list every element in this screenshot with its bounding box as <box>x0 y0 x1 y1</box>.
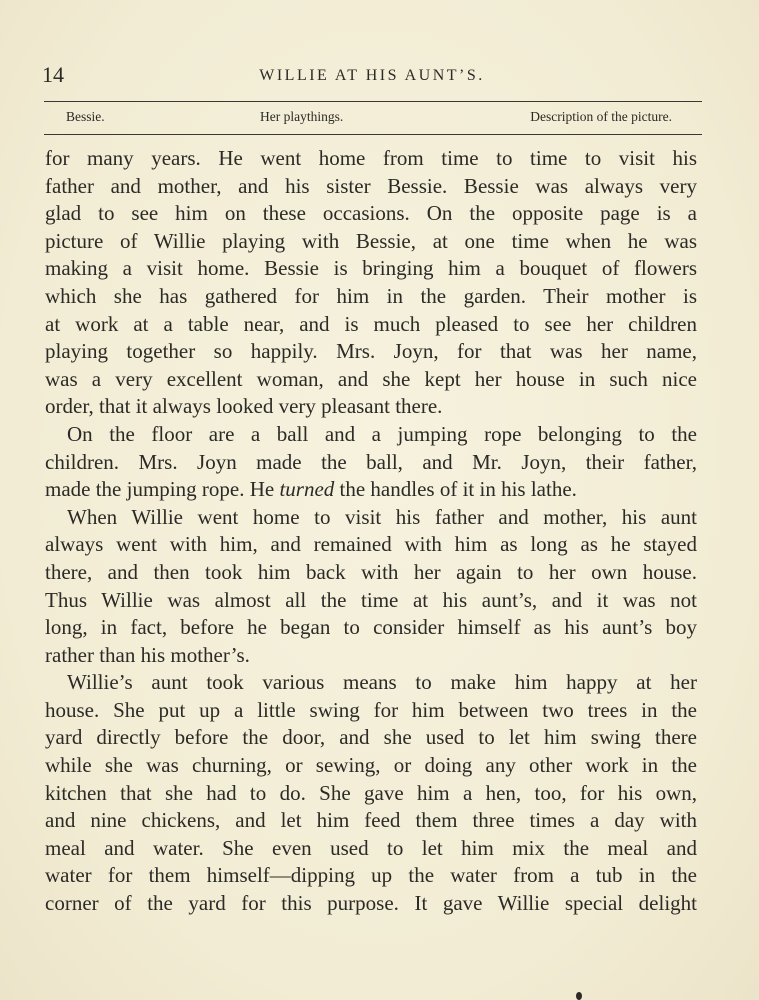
ink-spot <box>576 992 582 1000</box>
text-line: When Willie went home to visit his father and mother, his aunt <box>67 504 697 529</box>
text-line: glad to see him on these occasions. On the opposite page is a <box>45 201 697 226</box>
text-line: corner of the yard for this purpose. It gave Willie special delight <box>45 891 697 916</box>
topic-heading: Description of the picture. <box>530 109 672 124</box>
text-line: water for them himself—dipping up the water from a tub in the <box>45 863 697 888</box>
text-line: Thus Willie was almost all the time at his aunt’s, and it was not <box>45 587 697 612</box>
text-line: meal and water. She even used to let him mix the meal and <box>45 835 697 860</box>
body-text <box>45 145 697 918</box>
text-line: while she was churning, or sewing, or doing any other work in the <box>45 753 697 778</box>
text-line: and nine chickens, and let him feed them three times a day with <box>45 808 697 833</box>
topic-headings <box>66 109 672 129</box>
text-line: there, and then took him back with her again to her own house. <box>45 559 697 584</box>
text-line: was a very excellent woman, and she kept her house in such nice <box>45 366 697 391</box>
text-line-with-italic <box>45 476 697 504</box>
text-line: house. She put up a little swing for him between two trees in the <box>45 697 697 722</box>
topic-heading: Her playthings. <box>260 109 344 124</box>
running-title: WILLIE AT HIS AUNT’S. <box>259 67 485 84</box>
text-line: kitchen that she had to do. She gave him a hen, too, for his own, <box>45 780 697 805</box>
text-line: yard directly before the door, and she used to let him swing there <box>45 725 697 750</box>
text-line: playing together so happily. Mrs. Joyn, for that was her name, <box>45 339 697 364</box>
bottom-rule <box>44 134 702 135</box>
text-line: children. Mrs. Joyn made the ball, and Mr. Joyn, their father, <box>45 449 697 474</box>
top-rule <box>44 101 702 102</box>
text-segment: He <box>249 477 280 502</box>
text-line: making a visit home. Bessie is bringing him a bouquet of flowers <box>45 256 697 281</box>
text-line: which she has gathered for him in the garden. Their mother is <box>45 283 697 308</box>
page-number: 14 <box>42 62 64 87</box>
text-line: always went with him, and remained with him as long as he stayed <box>45 532 697 557</box>
topic-heading: Bessie. <box>66 109 105 124</box>
italic-word: turned <box>279 477 335 502</box>
text-line: rather than his mother’s. <box>45 642 250 667</box>
text-line: at work at a table near, and is much pleased to see her children <box>45 311 697 336</box>
text-line: for many years. He went home from time to time to visit his <box>45 146 697 170</box>
running-head <box>42 62 702 92</box>
text-line: On the floor are a ball and a jumping rope belonging to the <box>67 421 697 446</box>
text-line: picture of Willie playing with Bessie, at one time when he was <box>45 228 697 253</box>
text-segment: the handles of it in his lathe. <box>334 477 577 502</box>
text-line: order, that it always looked very pleasant there. <box>45 394 443 419</box>
text-segment: made the jumping rope. <box>45 477 245 502</box>
text-line: father and mother, and his sister Bessie. Bessie was always very <box>45 173 697 198</box>
text-line: long, in fact, before he began to consider himself as his aunt’s boy <box>45 615 697 640</box>
text-line: Willie’s aunt took various means to make him happy at her <box>67 670 697 695</box>
